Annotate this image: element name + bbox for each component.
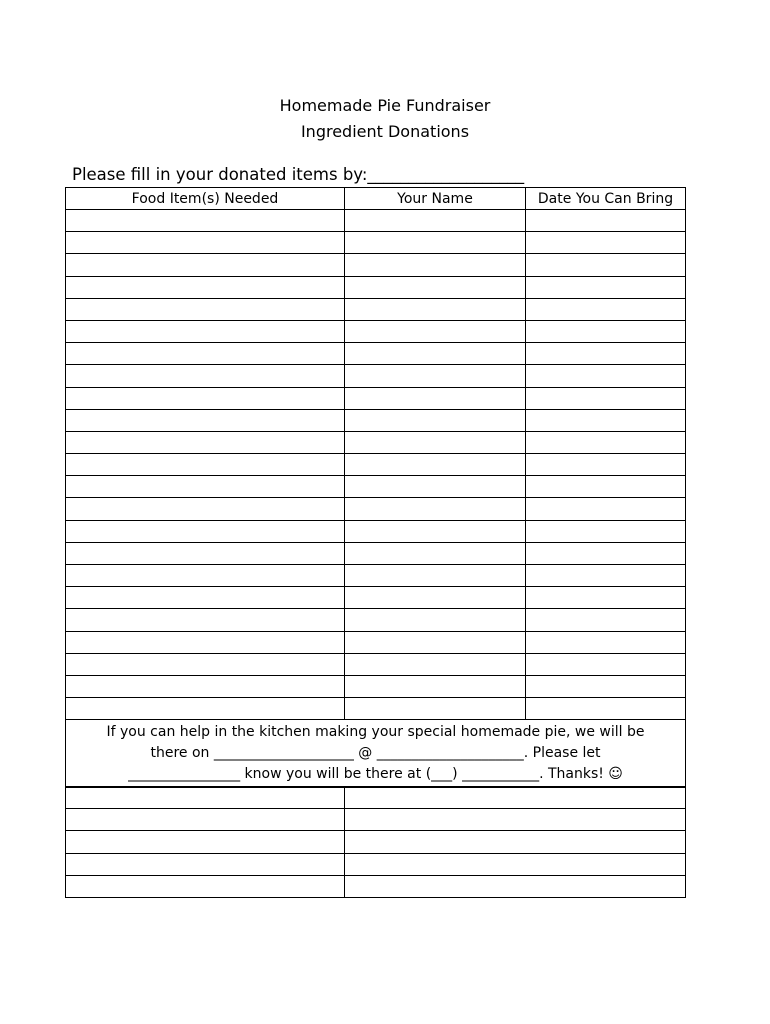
table-cell[interactable] — [66, 675, 345, 697]
table-cell[interactable] — [66, 276, 345, 298]
table-row — [66, 254, 686, 276]
kitchen-note-line-2: there on ____________________ @ _____________________. Please let — [150, 745, 601, 762]
table-cell[interactable] — [345, 210, 526, 232]
table-cell[interactable] — [345, 343, 526, 365]
table-cell[interactable] — [345, 609, 526, 631]
table-cell[interactable] — [345, 875, 686, 897]
table-cell[interactable] — [526, 409, 686, 431]
table-cell[interactable] — [345, 787, 686, 809]
kitchen-note-line-3: ________________ know you will be there at (___) ___________. Thanks! ☺ — [128, 766, 623, 783]
table-row — [66, 276, 686, 298]
table-cell[interactable] — [526, 232, 686, 254]
table-cell[interactable] — [526, 343, 686, 365]
table-cell[interactable] — [526, 298, 686, 320]
table-cell[interactable] — [66, 520, 345, 542]
table-cell[interactable] — [526, 254, 686, 276]
table-cell[interactable] — [345, 409, 526, 431]
table-cell[interactable] — [345, 542, 526, 564]
table-row — [66, 520, 686, 542]
table-cell[interactable] — [526, 431, 686, 453]
table-cell[interactable] — [526, 520, 686, 542]
table-cell[interactable] — [345, 498, 526, 520]
table-cell[interactable] — [66, 631, 345, 653]
table-cell[interactable] — [345, 653, 526, 675]
table-cell[interactable] — [66, 875, 345, 897]
table-cell[interactable] — [66, 831, 345, 853]
table-row — [66, 232, 686, 254]
table-row — [66, 809, 686, 831]
table-header-row — [66, 188, 686, 210]
table-row — [66, 565, 686, 587]
table-cell[interactable] — [526, 609, 686, 631]
table-cell[interactable] — [66, 454, 345, 476]
table-cell[interactable] — [66, 431, 345, 453]
table-row — [66, 587, 686, 609]
table-row — [66, 498, 686, 520]
table-cell[interactable] — [526, 276, 686, 298]
table-cell[interactable] — [345, 587, 526, 609]
table-cell[interactable] — [345, 853, 686, 875]
table-cell[interactable] — [345, 365, 526, 387]
table-row — [66, 431, 686, 453]
table-row — [66, 787, 686, 809]
table-cell[interactable] — [66, 787, 345, 809]
table-row — [66, 542, 686, 564]
table-cell[interactable] — [526, 365, 686, 387]
table-cell[interactable] — [345, 809, 686, 831]
table-cell[interactable] — [345, 431, 526, 453]
table-row — [66, 343, 686, 365]
table-row — [66, 365, 686, 387]
table-row — [66, 853, 686, 875]
table-row — [66, 875, 686, 897]
table-cell[interactable] — [345, 387, 526, 409]
table-cell[interactable] — [345, 254, 526, 276]
table-cell[interactable] — [345, 675, 526, 697]
table-cell[interactable] — [345, 454, 526, 476]
document-title: Homemade Pie Fundraiser — [279, 96, 491, 115]
table-cell[interactable] — [66, 853, 345, 875]
table-row — [66, 298, 686, 320]
table-cell[interactable] — [66, 343, 345, 365]
table-cell[interactable] — [526, 653, 686, 675]
table-row — [66, 387, 686, 409]
table-cell[interactable] — [66, 698, 345, 720]
kitchen-note-row — [66, 720, 686, 788]
table-row — [66, 320, 686, 342]
table-cell[interactable] — [345, 631, 526, 653]
kitchen-note-line-1: If you can help in the kitchen making your special homemade pie, we will be — [106, 724, 645, 741]
table-cell[interactable] — [526, 498, 686, 520]
table-cell[interactable] — [345, 565, 526, 587]
table-cell[interactable] — [526, 476, 686, 498]
table-cell[interactable] — [345, 831, 686, 853]
table-cell[interactable] — [526, 387, 686, 409]
volunteer-rows — [66, 787, 686, 898]
table-cell[interactable] — [345, 698, 526, 720]
table-cell[interactable] — [526, 542, 686, 564]
column-header-date: Date You Can Bring — [526, 188, 686, 210]
document-subtitle: Ingredient Donations — [300, 122, 470, 141]
table-row — [66, 631, 686, 653]
table-cell[interactable] — [345, 520, 526, 542]
table-cell[interactable] — [345, 476, 526, 498]
donation-table — [65, 187, 686, 788]
table-cell[interactable] — [526, 210, 686, 232]
table-row — [66, 476, 686, 498]
donation-rows — [66, 210, 686, 720]
table-cell[interactable] — [66, 365, 345, 387]
table-cell[interactable] — [526, 587, 686, 609]
table-cell[interactable] — [526, 698, 686, 720]
table-row — [66, 831, 686, 853]
deadline-label: Please fill in your donated items by:___________________ — [72, 165, 525, 184]
table-cell[interactable] — [345, 298, 526, 320]
table-cell[interactable] — [66, 609, 345, 631]
table-row — [66, 653, 686, 675]
table-cell[interactable] — [526, 631, 686, 653]
table-cell[interactable] — [66, 476, 345, 498]
table-cell[interactable] — [66, 409, 345, 431]
table-cell[interactable] — [66, 542, 345, 564]
table-cell[interactable] — [66, 809, 345, 831]
column-header-your-name: Your Name — [345, 188, 526, 210]
table-row — [66, 609, 686, 631]
table-cell[interactable] — [66, 232, 345, 254]
table-row — [66, 675, 686, 697]
kitchen-volunteer-table — [65, 786, 686, 898]
table-row — [66, 454, 686, 476]
table-cell[interactable] — [526, 675, 686, 697]
table-cell[interactable] — [66, 653, 345, 675]
table-cell[interactable] — [345, 232, 526, 254]
table-cell[interactable] — [66, 387, 345, 409]
table-cell[interactable] — [66, 587, 345, 609]
table-cell[interactable] — [66, 320, 345, 342]
table-cell[interactable] — [66, 565, 345, 587]
table-row — [66, 698, 686, 720]
table-cell[interactable] — [66, 498, 345, 520]
table-row — [66, 210, 686, 232]
table-cell[interactable] — [526, 454, 686, 476]
table-cell[interactable] — [526, 565, 686, 587]
table-cell[interactable] — [345, 276, 526, 298]
column-header-food-items: Food Item(s) Needed — [66, 188, 345, 210]
kitchen-note — [66, 720, 686, 788]
table-cell[interactable] — [345, 320, 526, 342]
table-cell[interactable] — [66, 254, 345, 276]
table-cell[interactable] — [66, 298, 345, 320]
table-row — [66, 409, 686, 431]
table-cell[interactable] — [526, 320, 686, 342]
table-cell[interactable] — [66, 210, 345, 232]
